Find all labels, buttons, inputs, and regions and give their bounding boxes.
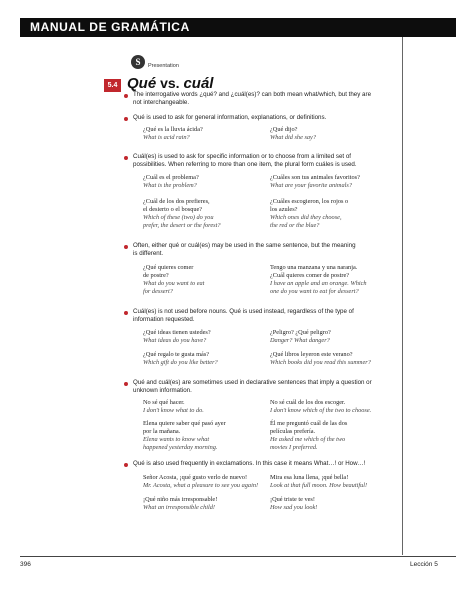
example-english: What is acid rain? bbox=[143, 134, 190, 141]
bullet-icon bbox=[124, 245, 128, 249]
example bbox=[143, 329, 211, 345]
example-spanish: No sé qué hacer. bbox=[143, 399, 185, 406]
example bbox=[143, 496, 217, 512]
example bbox=[270, 474, 367, 490]
example bbox=[270, 198, 348, 230]
example-english: prefer, the desert or the forest? bbox=[143, 222, 221, 229]
rule-7 bbox=[133, 460, 395, 468]
example bbox=[270, 329, 331, 345]
bullet-icon bbox=[124, 382, 128, 386]
example-spanish: ¡Qué niño más irresponsable! bbox=[143, 496, 218, 503]
page-number: 396 bbox=[20, 561, 31, 568]
example-english: Look at that full moon. How beautiful! bbox=[270, 482, 368, 489]
example-spanish: Mira esa luna llena, ¡qué bella! bbox=[270, 474, 349, 481]
example bbox=[143, 126, 203, 142]
example-english: I have an apple and an orange. Which bbox=[270, 280, 367, 287]
example-spanish: ¡Qué triste te ves! bbox=[270, 496, 315, 503]
example-english: How sad you look! bbox=[270, 504, 318, 511]
bullet-icon bbox=[124, 156, 128, 160]
example-english: the red or the blue? bbox=[270, 222, 320, 229]
example bbox=[270, 399, 371, 415]
example-english: Danger? What danger? bbox=[270, 337, 330, 344]
example-english: one do you want to eat for dessert? bbox=[270, 288, 359, 295]
example-english: Which ones did they choose, bbox=[270, 214, 342, 221]
example-english: Mr. Acosta, what a pleasure to see you again! bbox=[143, 482, 259, 489]
presentation-icon: S bbox=[131, 55, 145, 69]
header-bar bbox=[0, 0, 474, 40]
example-english: Which gift do you like better? bbox=[143, 359, 218, 366]
example-english: What did she say? bbox=[270, 134, 316, 141]
margin-rule bbox=[402, 37, 403, 555]
example bbox=[143, 351, 218, 367]
rule-line: possibilities. When referring to more than one item, the plural form cuáles is used. bbox=[133, 161, 357, 169]
example-spanish: Tengo una manzana y una naranja. bbox=[270, 264, 358, 271]
example bbox=[270, 420, 347, 452]
example-spanish: ¿Qué dijo? bbox=[270, 126, 298, 133]
example-spanish: ¿Qué regalo te gusta más? bbox=[143, 351, 210, 358]
example-spanish: Señor Acosta, ¡qué gusto verlo de nuevo! bbox=[143, 474, 248, 481]
footer-rule bbox=[20, 556, 456, 557]
rule-line: Qué and cuál(es) are sometimes used in declarative sentences that imply a question or bbox=[133, 379, 372, 386]
rule-6 bbox=[133, 379, 395, 396]
example-spanish: ¿Qué quieres comer bbox=[143, 264, 194, 271]
example-spanish: ¿Qué es la lluvia ácida? bbox=[143, 126, 203, 133]
example-english: He asked me which of the two bbox=[270, 436, 346, 443]
example-spanish: No sé cuál de los dos escoger. bbox=[270, 399, 346, 406]
rule-line: is different. bbox=[133, 250, 164, 258]
example-spanish: ¿Qué libros leyeron este verano? bbox=[270, 351, 353, 358]
example-spanish: ¿Cuál es el problema? bbox=[143, 174, 199, 181]
rule-line: unknown information. bbox=[133, 387, 192, 395]
example bbox=[143, 174, 199, 190]
rule-line: The interrogative words ¿qué? and ¿cuál(es)? can both mean what/which, but they are bbox=[133, 91, 372, 98]
example bbox=[143, 474, 258, 490]
rule-2 bbox=[133, 114, 395, 122]
example bbox=[143, 198, 221, 230]
section-title-que: Qué bbox=[127, 75, 157, 92]
example bbox=[270, 264, 367, 296]
example-english: What ideas do you have? bbox=[143, 337, 207, 344]
example-spanish: ¿Cuáles escogieron, los rojos o bbox=[270, 198, 349, 205]
rule-line: Often, either qué or cuál(es) may be used in the same sentence, but the meaning bbox=[133, 242, 356, 249]
example bbox=[143, 399, 204, 415]
example-english: I don't know which of the two to choose. bbox=[270, 407, 372, 414]
bullet-icon bbox=[124, 94, 128, 98]
example bbox=[143, 420, 226, 452]
rule-5 bbox=[133, 308, 395, 325]
header-title: MANUAL DE GRAMÁTICA bbox=[30, 20, 190, 34]
example-spanish: ¿Cuál quieres comer de postre? bbox=[270, 272, 350, 279]
example-english: Elena wants to know what bbox=[143, 436, 210, 443]
rule-line: Qué is used to ask for general information, explanations, or definitions. bbox=[133, 114, 327, 121]
example-spanish: ¿Peligro? ¿Qué peligro? bbox=[270, 329, 331, 336]
example-spanish: los azules? bbox=[270, 206, 298, 213]
example-spanish: ¿Qué ideas tienen ustedes? bbox=[143, 329, 211, 336]
presentation-label: Presentation bbox=[148, 63, 179, 69]
example-english: Which of these (two) do you bbox=[143, 214, 214, 221]
example bbox=[270, 351, 371, 367]
rule-line: Cuál(es) is used to ask for specific information or to choose from a limited set of bbox=[133, 153, 352, 160]
example-english: What do you want to eat bbox=[143, 280, 205, 287]
example-english: I don't know what to do. bbox=[143, 407, 204, 414]
section-title bbox=[127, 75, 213, 92]
example-spanish: Él me preguntó cuál de las dos bbox=[270, 420, 348, 427]
example bbox=[270, 126, 316, 142]
rule-4 bbox=[133, 242, 395, 259]
example-spanish: ¿Cuál de los dos prefieres, bbox=[143, 198, 210, 205]
bullet-icon bbox=[124, 311, 128, 315]
lesson-label: Lección 5 bbox=[410, 561, 438, 568]
rule-1 bbox=[133, 91, 395, 108]
example bbox=[270, 496, 317, 512]
example-english: Which books did you read this summer? bbox=[270, 359, 371, 366]
example bbox=[270, 174, 360, 190]
section-number-badge: 5.4 bbox=[104, 79, 121, 92]
example-spanish: películas prefería. bbox=[270, 428, 316, 435]
example bbox=[143, 264, 204, 296]
example-spanish: ¿Cuáles son tus animales favoritos? bbox=[270, 174, 360, 181]
example-english: What an irresponsible child! bbox=[143, 504, 215, 511]
example-spanish: por la mañana. bbox=[143, 428, 181, 435]
rule-line: information requested. bbox=[133, 316, 195, 324]
example-english: What is the problem? bbox=[143, 182, 197, 189]
example-spanish: el desierto o el bosque? bbox=[143, 206, 203, 213]
example-english: happened yesterday morning. bbox=[143, 444, 218, 451]
section-title-vs: vs. bbox=[156, 75, 184, 91]
example-spanish: de postre? bbox=[143, 272, 169, 279]
bullet-icon bbox=[124, 117, 128, 121]
rule-line: Cuál(es) is not used before nouns. Qué is used instead, regardless of the type of bbox=[133, 308, 354, 315]
example-spanish: Elena quiere saber qué pasó ayer bbox=[143, 420, 226, 427]
rule-line: not interchangeable. bbox=[133, 99, 190, 107]
rule-line: Qué is also used frequently in exclamations. In this case it means What…! or How…! bbox=[133, 460, 366, 467]
rule-3 bbox=[133, 153, 395, 170]
example-english: movies I preferred. bbox=[270, 444, 318, 451]
section-title-cual: cuál bbox=[183, 75, 214, 92]
example-english: What are your favorite animals? bbox=[270, 182, 352, 189]
bullet-icon bbox=[124, 463, 128, 467]
example-english: for dessert? bbox=[143, 288, 173, 295]
